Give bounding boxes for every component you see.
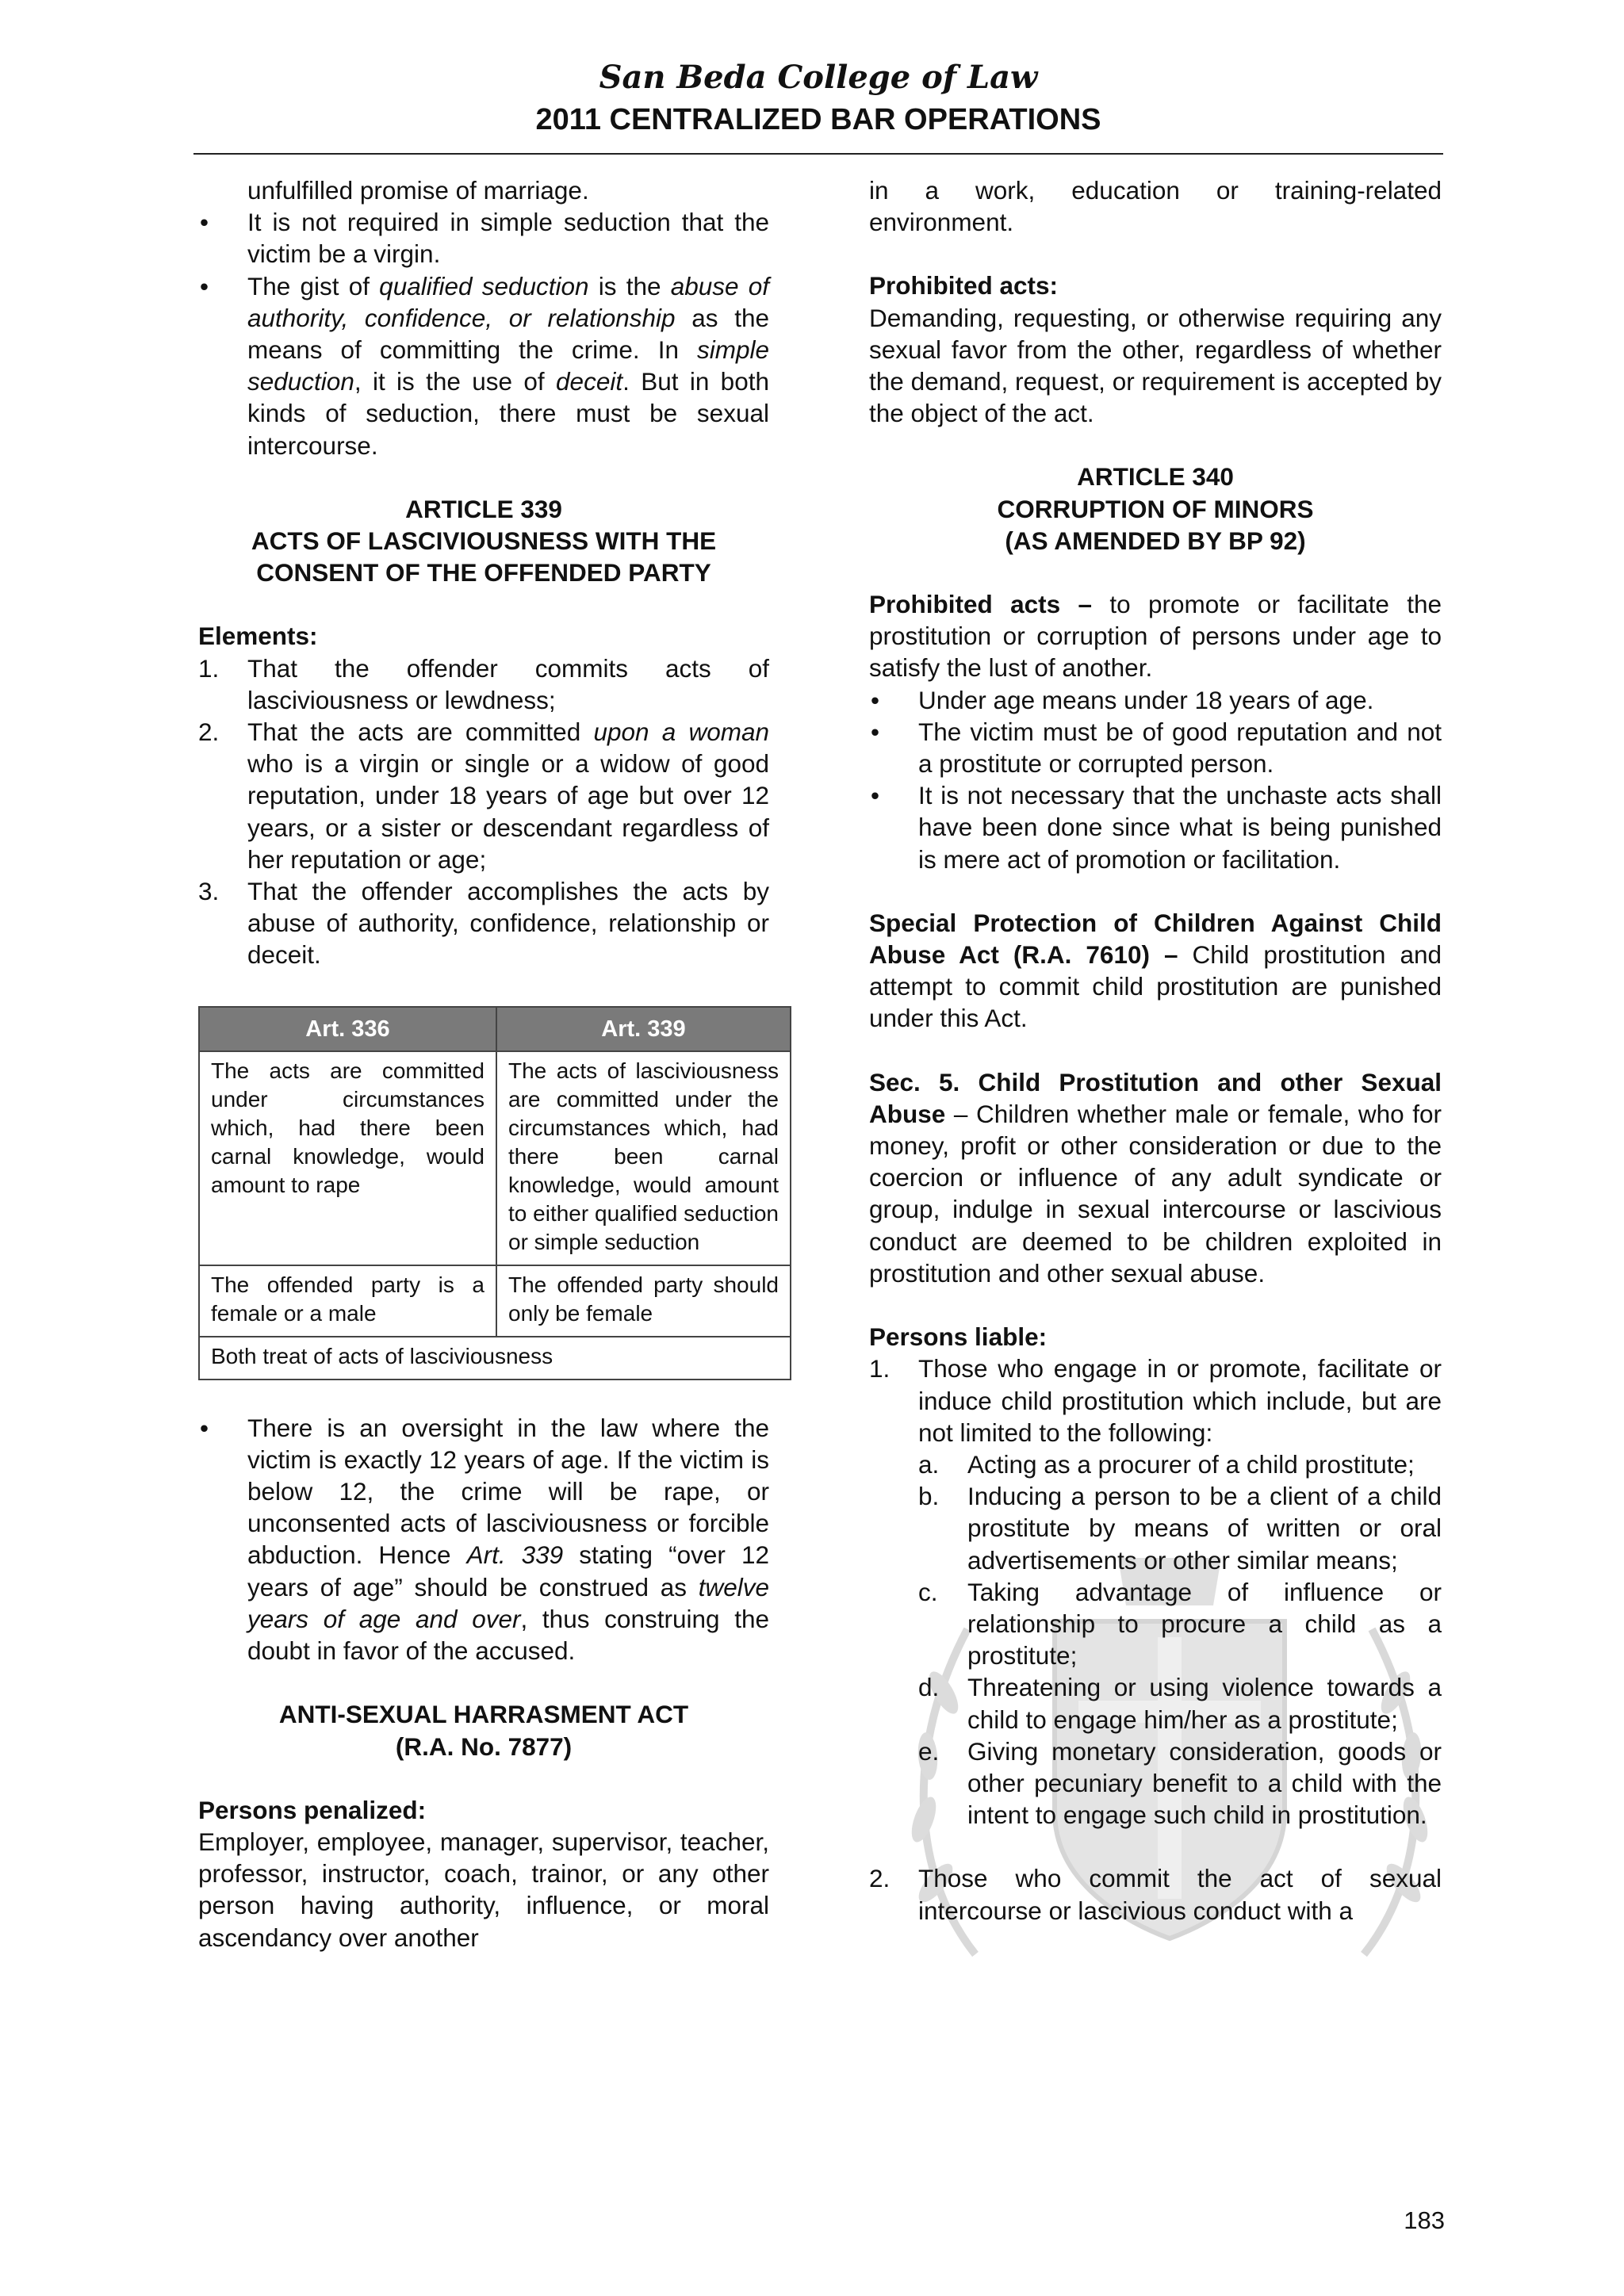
prohibited-acts-label: Prohibited acts: xyxy=(869,271,1059,300)
elements-label: Elements: xyxy=(198,622,318,651)
sub-list-item: b. Inducing a person to be a client of a child prostitute by means of written or oral advertisements or other similar means; xyxy=(918,1482,1442,1575)
right-column xyxy=(869,174,1442,1927)
list-item: 3. That the offender accomplishes the acts by abuse of authority, confidence, relationship or deceit. xyxy=(198,877,769,970)
sub-list-item: e. Giving monetary consideration, goods or other pecuniary benefit to a child with the intent to engage such child in prostitution. xyxy=(918,1736,1442,1830)
persons-penalized-label: Persons penalized: xyxy=(198,1795,427,1824)
table-cell: The offended party is a female or a male xyxy=(199,1265,496,1337)
sub-list-item: d. Threatening or using violence towards a child to engage him/her as a prostitute; xyxy=(918,1673,1442,1734)
ra-7877-heading: ANTI-SEXUAL HARRASMENT ACT (R.A. No. 7877) xyxy=(278,1700,689,1761)
bullet-icon: • xyxy=(200,1413,209,1442)
article-340-heading: ARTICLE 340 CORRUPTION OF MINORS (AS AMENDED BY BP 92) xyxy=(997,462,1314,555)
table-cell: The acts are committed under circumstances which, had there been carnal knowledge, would amount to rape xyxy=(199,1051,496,1265)
prohibited-acts-text: Demanding, requesting, or otherwise requiring any sexual favor from the other, regardless of whether the demand, request, or requirement is accepted by the object of the act. xyxy=(869,303,1442,428)
table-cell: The offended party should only be female xyxy=(496,1265,791,1337)
comparison-table xyxy=(198,1006,791,1380)
bullet-icon: • xyxy=(871,717,880,746)
sec-5-text: Sec. 5. Child Prostitution and other Sexual Abuse – Children whether male or female, who for money, profit or other consideration or due to the coercion or influence of any adult syndicate or group, indulge in sexual intercourse or lascivious conduct are deemed to be children exploited in prostitution and other sexual abuse. xyxy=(869,1067,1442,1288)
list-item: 1. That the offender commits acts of lasciviousness or lewdness; xyxy=(198,653,769,714)
list-item: • There is an oversight in the law where the victim is exactly 12 years of age. If the victim is below 12, the crime will be rape, or unconsented acts of lasciviousness or forcible abduction. Hence Art. 339 stating “over 12 years of age” should be construed as twelve years of age and over, thus construing the doubt in favor of the accused. xyxy=(200,1413,769,1666)
sub-list-item: c. Taking advantage of influence or relationship to procure a child as a prostitute; xyxy=(918,1577,1442,1670)
bullet-icon: • xyxy=(200,208,209,237)
prohibited-acts-340: Prohibited acts – to promote or facilitate the prostitution or corruption of persons under age to satisfy the lust of another. xyxy=(869,590,1442,683)
bullet-icon: • xyxy=(871,685,880,714)
list-item: • The gist of qualified seduction is the abuse of authority, confidence, or relationship as the means of committing the crime. In simple seduction, it is the use of deceit. But in both kinds of seduction, there must be sexual intercourse. xyxy=(200,271,769,460)
table-row xyxy=(199,1051,791,1265)
page-header xyxy=(193,57,1443,140)
ra-7610-text: Special Protection of Children Against Child Abuse Act (R.A. 7610) – Child prostitution and attempt to commit child prostitution are punished under this Act. xyxy=(869,908,1442,1033)
table-row xyxy=(199,1337,791,1380)
article-339-heading: ARTICLE 339 ACTS OF LASCIVIOUSNESS WITH THE CONSENT OF THE OFFENDED PARTY xyxy=(251,494,717,587)
table-row xyxy=(199,1265,791,1337)
persons-liable-label: Persons liable: xyxy=(869,1322,1048,1352)
table-cell: Both treat of acts of lasciviousness xyxy=(199,1337,791,1380)
header-rule xyxy=(193,153,1443,155)
operations-title: 2011 CENTRALIZED BAR OPERATIONS xyxy=(535,103,1101,136)
list-item: 2. That the acts are committed upon a woman who is a virgin or single or a widow of good reputation, under 18 years of age but over 12 years, or a sister or descendant regardless of her reputation or age; xyxy=(198,718,769,874)
continued-text: unfulfilled promise of marriage. xyxy=(247,176,589,205)
list-item: 1. Those who engage in or promote, facilitate or induce child prostitution which include, but are not limited to the following: xyxy=(869,1354,1442,1447)
list-item: 2. Those who commit the act of sexual intercourse or lascivious conduct with a xyxy=(869,1864,1442,1925)
list-item: • Under age means under 18 years of age. xyxy=(869,684,1442,716)
bullet-icon: • xyxy=(871,781,880,810)
page-number: 183 xyxy=(1404,2206,1445,2234)
table-cell: The acts of lasciviousness are committed under the circumstances which, had there been carnal knowledge, would amount to either qualified seduction or simple seduction xyxy=(496,1051,791,1265)
list-item: • The victim must be of good reputation and not a prostitute or corrupted person. xyxy=(871,717,1442,779)
sub-list-item: a. Acting as a procurer of a child prostitute; xyxy=(918,1449,1415,1479)
table-header: Art. 339 xyxy=(496,1007,791,1051)
list-item: • It is not necessary that the unchaste acts shall have been done since what is being punished is mere act of promotion or facilitation. xyxy=(871,781,1442,874)
college-name: San Beda College of Law xyxy=(599,59,1038,96)
persons-penalized-text: Employer, employee, manager, supervisor, teacher, professor, instructor, coach, trainor, or any other person having authority, influence, or moral ascendancy over another xyxy=(198,1827,769,1952)
continued-text: in a work, education or training-related environment. xyxy=(869,176,1442,237)
bullet-icon: • xyxy=(200,271,209,300)
table-header: Art. 336 xyxy=(199,1007,496,1051)
left-column xyxy=(198,174,779,1954)
list-item: • It is not required in simple seduction that the victim be a virgin. xyxy=(200,208,769,269)
